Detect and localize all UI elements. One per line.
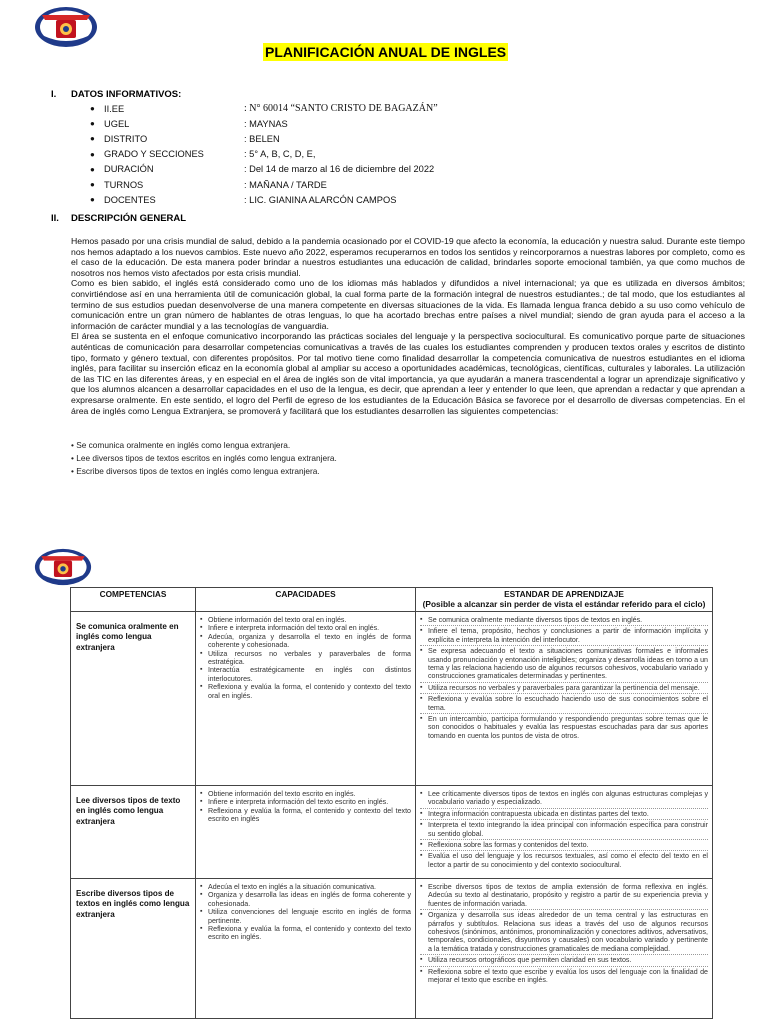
standard-cell: [416, 786, 713, 879]
capacity-item: ▪ Adecúa el texto en inglés a la situación comunicativa.: [200, 883, 411, 891]
info-label: TURNOS: [104, 179, 144, 190]
capacity-item: ▪ Reflexiona y evalúa la forma, el contenido y contexto del texto oral en inglés.: [200, 683, 411, 700]
info-label: DISTRITO: [104, 133, 148, 144]
capacity-item: ▪ Obtiene información del texto oral en inglés.: [200, 616, 411, 624]
section-heading-datos: [51, 89, 181, 100]
info-value: : BELEN: [244, 133, 280, 144]
section-heading-descripcion: [51, 213, 186, 224]
competency-item: • Escribe diversos tipos de textos en inglés como lengua extranjera.: [71, 466, 320, 477]
info-label: DOCENTES: [104, 194, 156, 205]
bullet-icon: ●: [90, 195, 95, 205]
standard-item: ▪ Utiliza recursos no verbales y paraverbales para garantizar la pertinencia del mensaje.: [420, 684, 708, 694]
header-estandar: [416, 588, 713, 612]
description-paragraph: Como es bien sabido, el inglés está considerado como uno de los idiomas más hablados y difundidos a nivel internacional; ya que es utilizada en diversos ámbitos; convirtiéndose así en una herramienta útil de comunicación global, la cual forma parte de la formación integral de nuestros estudiantes.; de tal modo, que los estudiantes al termino de sus estudios puedan desenvolverse de una manera competente en diversas situaciones de la vida. Es llamada lengua franca debido a su uso como vehículo de comunicación entre un gran número de hablantes de otras lenguas, lo que ha acortado brechas entre países a nivel mundial; siendo de gran ayuda para el acceso a la información de carácter mundial y a las tecnologías de vanguardia.: [71, 278, 745, 331]
capacity-item: ▪ Infiere e interpreta información del texto escrito en inglés.: [200, 798, 411, 806]
standard-item: ▪ Se comunica oralmente mediante diversos tipos de textos en inglés.: [420, 616, 708, 626]
info-label: UGEL: [104, 118, 130, 129]
competencies-table: [70, 587, 713, 1019]
competency-cell: Se comunica oralmente en inglés como lengua extranjera: [71, 612, 196, 786]
standard-item: ▪ Infiere el tema, propósito, hechos y conclusiones a partir de información implícita y explícita e interpreta la intención del interlocutor.: [420, 627, 708, 646]
bullet-icon: ●: [90, 104, 95, 114]
capacity-item: ▪ Utiliza recursos no verbales y paraverbales de forma estratégica.: [200, 650, 411, 667]
header-estandar-subtitle: (Posible a alcanzar sin perder de vista el estándar referido para el ciclo): [422, 599, 706, 609]
capacity-item: ▪ Adecúa, organiza y desarrolla el texto en inglés de forma coherente y cohesionada.: [200, 633, 411, 650]
table-row: [71, 879, 713, 1019]
table-row: [71, 786, 713, 879]
standard-cell: [416, 879, 713, 1019]
bullet-icon: ●: [90, 164, 95, 174]
capacity-item: ▪ Organiza y desarrolla las ideas en inglés de forma coherente y cohesionada.: [200, 891, 411, 908]
school-crest-logo-small: [34, 547, 92, 587]
standard-item: ▪ En un intercambio, participa formulando y respondiendo preguntas sobre temas que le son conocidos o habituales y evalúa las respuestas escuchadas para dar sus aportes tomando en cuenta los puntos de vista de otros.: [420, 715, 708, 741]
section-title: DATOS INFORMATIVOS:: [71, 89, 182, 100]
capacity-item: ▪ Utiliza convenciones del lenguaje escrito en inglés de forma pertinente.: [200, 908, 411, 925]
standard-item: ▪ Organiza y desarrolla sus ideas alrededor de un tema central y las estructuras en párrafos y subtítulos. Relaciona sus ideas a través del uso de algunos recursos cohesivos (sinónimos, antónimos, pronominalización y conectores aditivos, adversativos, temporales, condicionales, disyuntivos y causales) con vocabulario variado y pertinente a la temática tratada y construcciones gramaticales de mediana complejidad.: [420, 911, 708, 955]
section-number: II.: [51, 213, 59, 224]
competency-item: • Se comunica oralmente en inglés como lengua extranjera.: [71, 440, 291, 450]
info-list: [90, 101, 650, 207]
bullet-icon: ●: [90, 119, 95, 129]
info-label: GRADO Y SECCIONES: [104, 149, 204, 160]
competency-cell: Lee diversos tipos de texto en inglés como lengua extranjera: [71, 786, 196, 879]
standard-item: ▪ Se expresa adecuando el texto a situaciones comunicativas formales e informales usando pronunciación y entonación inteligibles; organiza y desarrolla ideas en torno a un tema y las relaciona haciendo uso de algunos recursos cohesivos, vocabulario variado y construcciones gramaticales determinadas y pertinentes.: [420, 647, 708, 683]
standard-item: ▪ Reflexiona y evalúa sobre lo escuchado haciendo uso de sus conocimientos sobre el tema.: [420, 695, 708, 714]
info-row: [90, 131, 650, 146]
bullet-icon: ●: [90, 134, 95, 144]
info-value: : 5° A, B, C, D, E,: [244, 149, 316, 160]
info-label: DURACIÓN: [104, 164, 154, 175]
table-header-row: [71, 588, 713, 612]
info-row: [90, 162, 650, 177]
description-paragraph: El área se sustenta en el enfoque comunicativo incorporando las prácticas sociales del lenguaje y la perspectiva sociocultural. Es comunicativo porque parte de situaciones auténticas de comunicación para desarrollar competencias comunicativas a través de las cuales los estudiantes comprenden y producen textos orales y escritos de distinto tipo, formato y género textual, con diferentes propósitos. Por tal motivo tiene como finalidad desarrollar la competencia comunicativa de nuestros estudiantes en el idioma inglés, para facilitar su inserción eficaz en la economía global al ampliar su acceso a oportunidades académicas, tecnológicas, científicas, culturales y laborales. La utilización de las TIC en las diferentes áreas, y en especial en el área de inglés son de vital importancia, ya que ayudarán a manera trascendental a lograr un aprendizaje significativo y que los alumnos alcancen a desarrollar capacidades en el uso de la lengua, es decir, que aprendan a leer y entender lo que leen, que aprendan a redactar y que aprendan a expresarse oralmente. En este sentido, el logro del Perfil de egreso de los estudiantes de la Educación Básica se favorece por el desarrollo de diversas competencias. En el área de inglés como Lengua Extranjera, se promoverá y facilitará que los estudiantes desarrollen las siguientes competencias:: [71, 331, 745, 416]
capacities-cell: [196, 879, 416, 1019]
info-value: : MAYNAS: [244, 118, 288, 129]
standard-item: ▪ Lee críticamente diversos tipos de textos en inglés con algunas estructuras complejas y vocabulario variado y especializado.: [420, 790, 708, 809]
section-number: I.: [51, 89, 57, 100]
document-title: PLANIFICACIÓN ANUAL DE INGLES: [265, 44, 507, 60]
section-title: DESCRIPCIÓN GENERAL: [71, 213, 187, 224]
description-body: [71, 236, 745, 416]
capacity-item: ▪ Infiere e interpreta información del texto oral en inglés.: [200, 624, 411, 632]
school-crest-logo: [34, 6, 98, 48]
info-value: : MAÑANA / TARDE: [244, 179, 327, 190]
standard-item: ▪ Interpreta el texto integrando la idea principal con información específica para construir su sentido global.: [420, 821, 708, 840]
bullet-icon: ●: [90, 180, 95, 190]
standard-item: ▪ Evalúa el uso del lenguaje y los recursos textuales, así como el efecto del texto en el lector a partir de su conocimiento y del contexto sociocultural.: [420, 852, 708, 870]
bullet-icon: ●: [90, 149, 95, 159]
info-label: II.EE: [104, 103, 125, 114]
info-row: [90, 147, 650, 162]
capacity-item: ▪ Obtiene información del texto escrito en inglés.: [200, 790, 411, 798]
capacities-cell: [196, 786, 416, 879]
info-row: [90, 116, 650, 131]
info-value: : Del 14 de marzo al 16 de diciembre del 2022: [244, 164, 435, 175]
competency-cell: Escribe diversos tipos de textos en inglés como lengua extranjera: [71, 879, 196, 1019]
capacity-item: ▪ Reflexiona y evalúa la forma, el contenido y contexto del texto escrito en inglés: [200, 807, 411, 824]
capacity-item: ▪ Reflexiona y evalúa la forma, el contenido y contexto del texto escrito en inglés.: [200, 925, 411, 942]
standard-item: ▪ Integra información contrapuesta ubicada en distintas partes del texto.: [420, 810, 708, 820]
standard-item: ▪ Escribe diversos tipos de textos de amplia extensión de forma reflexiva en inglés. Adecúa su texto al destinatario, propósito y registro a partir de su experiencia previa y fuentes de información variada.: [420, 883, 708, 910]
standard-item: ▪ Reflexiona sobre las formas y contenidos del texto.: [420, 841, 708, 851]
info-value: : LIC. GIANINA ALARCÓN CAMPOS: [244, 194, 397, 205]
header-competencias: COMPETENCIAS: [71, 588, 196, 612]
info-row: [90, 192, 650, 207]
standard-item: ▪ Reflexiona sobre el texto que escribe y evalúa los usos del lenguaje con la finalidad de mejorar el texto que escribe en inglés.: [420, 968, 708, 986]
competency-item: • Lee diversos tipos de textos escritos en inglés como lengua extranjera.: [71, 453, 337, 464]
header-estandar-title: ESTANDAR DE APRENDIZAJE: [504, 589, 624, 599]
info-value: : N° 60014 “SANTO CRISTO DE BAGAZÁN”: [244, 103, 438, 115]
header-capacidades: CAPACIDADES: [196, 588, 416, 612]
standard-cell: [416, 612, 713, 786]
competencies-list: [71, 439, 671, 479]
info-row: [90, 177, 650, 192]
standard-item: ▪ Utiliza recursos ortográficos que permiten claridad en sus textos.: [420, 956, 708, 966]
description-paragraph: Hemos pasado por una crisis mundial de salud, debido a la pandemia ocasionado por el COVID-19 que afecto la economía, la educación y nuestra salud. Durante este tiempo nos hemos adaptado a los nuevos cambios. Este nuevo año 2022, esperamos recuperarnos en todos los sentidos y reincorporarnos a nuestras labores por completo, como es el caso de la educación. De esta manera poder brindar a nuestros estudiantes una educación de calidad, brindarles soporte emocional también, ya que como muchos de nosotros nos hemos visto afectados por esta crisis mundial.: [71, 236, 745, 278]
table-row: [71, 612, 713, 786]
info-row: [90, 101, 650, 116]
capacity-item: ▪ Interactúa estratégicamente en inglés con distintos interlocutores.: [200, 666, 411, 683]
capacities-cell: [196, 612, 416, 786]
